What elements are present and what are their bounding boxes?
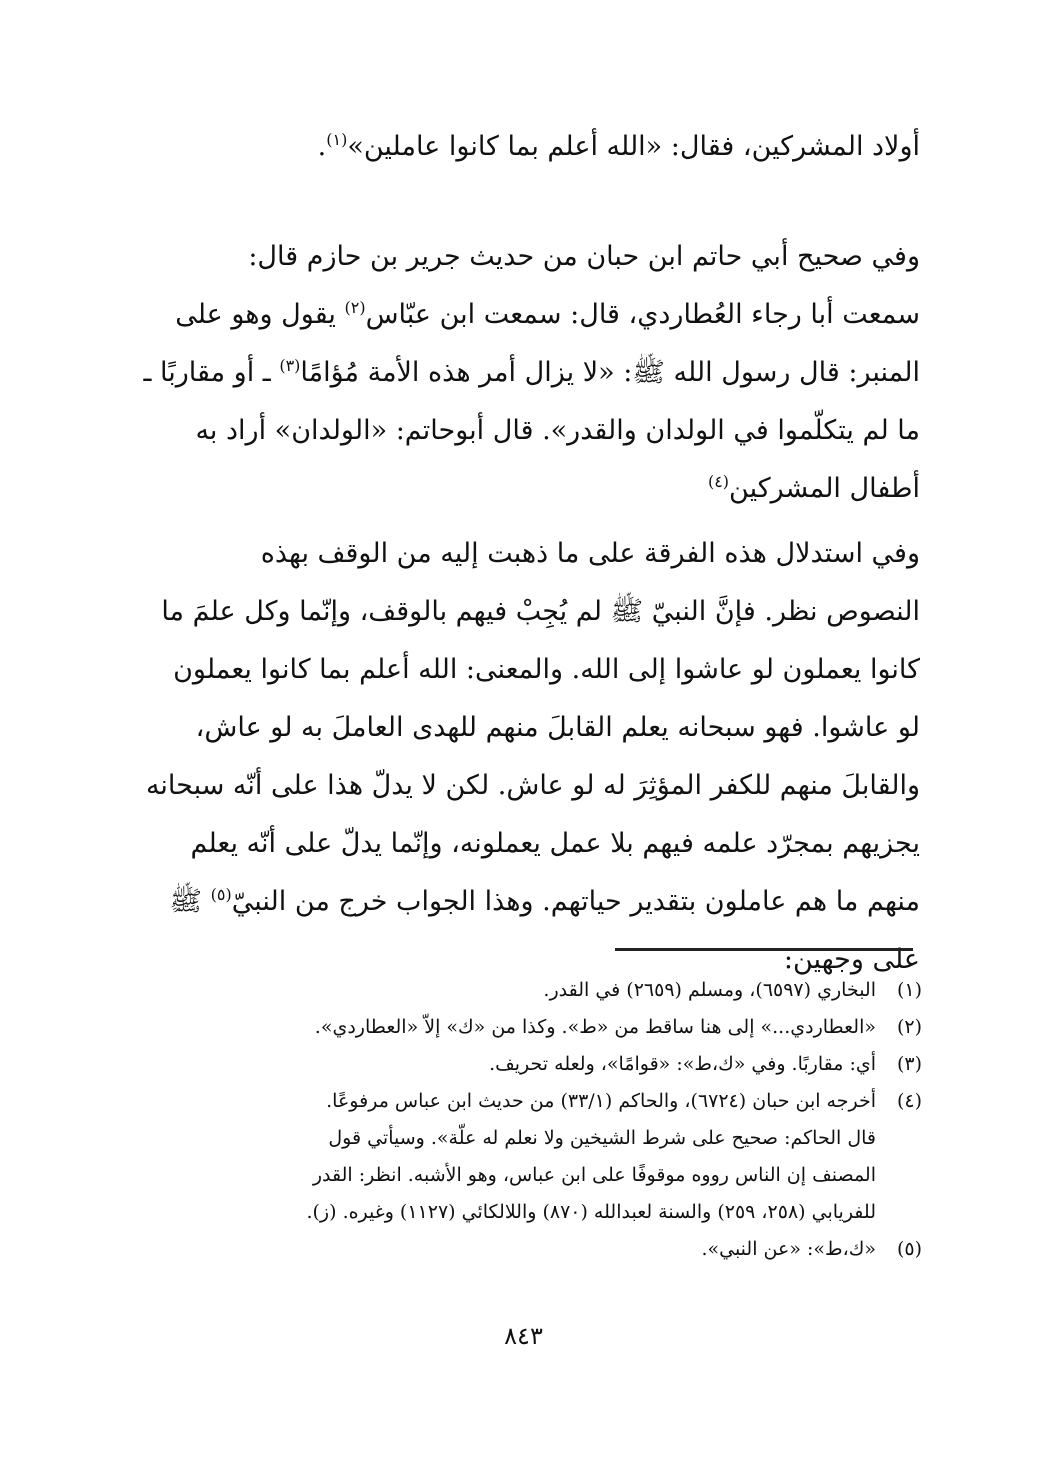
text-line: ما لم يتكلّموا في الولدان والقدر». قال أبوحاتم: «الولدان» أراد به <box>195 415 920 446</box>
footnote-line: قال الحاكم: صحيح على شرط الشيخين ولا نعلم له علّة». وسيأتي قول <box>328 1127 876 1149</box>
text-segment: ﷺ <box>169 886 211 917</box>
text-segment: ـ أو مقاربًا ـ <box>143 357 280 388</box>
text-line: كانوا يعملون لو عاشوا إلى الله. والمعنى: الله أعلم بما كانوا يعملون <box>173 654 920 685</box>
text-line: على وجهين: <box>783 944 920 975</box>
text-segment: أطفال المشركين <box>729 473 920 504</box>
page-number: ٨٤٣ <box>504 1322 543 1350</box>
footnote-body <box>152 1009 876 1046</box>
footnote-body <box>152 1083 876 1231</box>
footnote-line: «العطاردي...» إلى هنا ساقط من «ط». وكذا من «ك» إلاّ «العطاردي». <box>314 1016 876 1038</box>
footnote <box>152 1231 922 1268</box>
text-segment: . <box>317 131 327 162</box>
footnote <box>152 1009 922 1046</box>
text-segment: سمعت أبا رجاء العُطاردي، قال: سمعت ابن عبّاس <box>365 299 920 330</box>
footnote-line: للفريابي (٢٥٨، ٢٥٩) والسنة لعبدالله (٨٧٠) واللالكائي (١١٢٧) وغيره. (ز). <box>306 1201 876 1223</box>
footnote-line: أخرجه ابن حبان (٦٧٢٤)، والحاكم (٣٣/١) من حديث ابن عباس مرفوعًا. <box>326 1090 876 1112</box>
footnote <box>152 1083 922 1231</box>
text-line <box>135 460 920 518</box>
text-segment: أولاد المشركين، فقال: «الله أعلم بما كانوا عاملين» <box>347 131 920 162</box>
footnote-ref: (٤) <box>707 472 730 491</box>
text-line <box>135 118 920 176</box>
text-segment: منهم ما هم عاملون بتقدير حياتهم. وهذا الجواب خرج من النبيّ <box>231 886 920 917</box>
footnote-line: المصنف إن الناس رووه موقوفًا على ابن عباس، وهو الأشبه. انظر: القدر <box>312 1164 876 1186</box>
footnote <box>152 972 922 1009</box>
footnote-ref: (١) <box>326 130 348 149</box>
footnote-number: (٥) <box>896 1238 922 1260</box>
footnote <box>152 1046 922 1083</box>
paragraph-1 <box>135 118 920 176</box>
footnote-body <box>152 1231 876 1268</box>
footnote-line: البخاري (٦٥٩٧)، ومسلم (٢٦٥٩) في القدر. <box>543 979 876 1001</box>
text-segment: المنبر: قال رسول الله ﷺ: «لا يزال أمر هذه الأمة مُؤامًا <box>300 357 920 388</box>
footnote-number: (٤) <box>896 1090 922 1112</box>
footnote-ref: (٢) <box>344 298 366 317</box>
text-line <box>135 286 920 344</box>
text-line: وفي صحيح أبي حاتم ابن حبان من حديث جرير بن حازم قال: <box>248 241 920 272</box>
footnote-ref: (٣) <box>279 356 301 375</box>
footnotes-section <box>152 972 922 1268</box>
text-line: لو عاشوا. فهو سبحانه يعلم القابلَ منهم للهدى العاملَ به لو عاش، <box>195 712 920 743</box>
footnote-line: «ك،ط»: «عن النبي». <box>701 1238 876 1260</box>
paragraph-3 <box>135 525 920 989</box>
footnote-number: (١) <box>896 979 922 1001</box>
footnote-body <box>152 972 876 1009</box>
text-line <box>135 344 920 402</box>
footnote-ref: (٥) <box>210 885 232 904</box>
text-line: يجزيهم بمجرّد علمه فيهم بلا عمل يعملونه، وإنّما يدلّ على أنّه يعلم <box>190 828 920 859</box>
footnote-number: (٢) <box>896 1016 922 1038</box>
text-line: وفي استدلال هذه الفرقة على ما ذهبت إليه من الوقف بهذه <box>260 538 920 569</box>
text-segment: يقول وهو على <box>175 299 345 330</box>
footnote-body <box>152 1046 876 1083</box>
footnote-number: (٣) <box>896 1053 922 1075</box>
text-line <box>135 873 920 931</box>
paragraph-2 <box>135 228 920 518</box>
footnote-separator <box>615 948 913 951</box>
footnote-line: أي: مقاربًا. وفي «ك،ط»: «قوامًا»، ولعله تحريف. <box>489 1053 876 1075</box>
text-line: والقابلَ منهم للكفر المؤثِرَ له لو عاش. لكن لا يدلّ هذا على أنّه سبحانه <box>145 770 920 801</box>
text-line: النصوص نظر. فإنَّ النبيّ ﷺ لم يُجِبْ فيهم بالوقف، وإنّما وكل علمَ ما <box>161 596 920 627</box>
